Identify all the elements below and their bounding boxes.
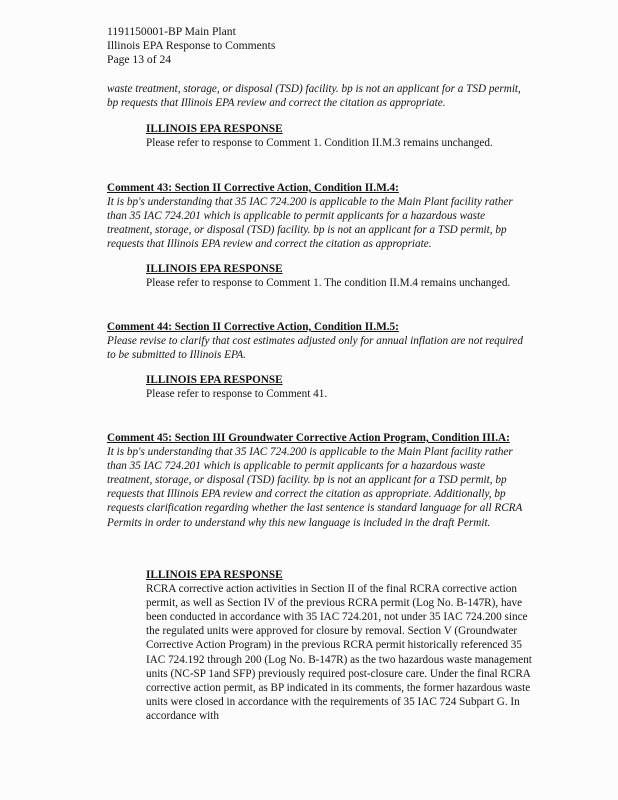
comment-44 (107, 320, 525, 362)
comment-heading: Comment 43: Section II Corrective Action, Condition II.M.4: (107, 182, 399, 194)
comment-45 (107, 431, 525, 530)
header-page-number: Page 13 of 24 (107, 53, 172, 66)
page-header (107, 25, 275, 67)
comment-heading: Comment 44: Section II Corrective Action, Condition II.M.5: (107, 321, 399, 333)
comment-body: Please revise to clarify that cost estimates adjusted only for annual inflation are not required to be submitted to Illinois EPA. (107, 335, 523, 362)
comment-heading: Comment 45: Section III Groundwater Corrective Action Program, Condition III.A: (107, 432, 510, 444)
response-body: Please refer to response to Comment 1. Condition II.M.3 remains unchanged. (146, 137, 493, 150)
response-body: RCRA corrective action activities in Section II of the final RCRA corrective action permit, as well as Section IV of the previous RCRA permit (Log No. B-147R), have been conducted in accordance with 35 IAC 724.201, not under 35 IAC 724.200 since the regulated units were approved for closure by removal. Section V (Groundwater Corrective Action Program) in the previous RCRA permit historically referenced 35 IAC 724.192 through 200 (Log No. B-147R) as the two hazardous waste management units (NC-SP 1and SFP) previously required post-closure care. Under the final RCRA corrective action permit, as BP indicated in its comments, the former hazardous waste units were closed in accordance with the requirements of 35 IAC 724 Subpart G. In accordance with (146, 583, 532, 722)
response-43 (146, 262, 534, 290)
response-body: Please refer to response to Comment 1. The condition II.M.4 remains unchanged. (146, 277, 511, 290)
response-body: Please refer to response to Comment 41. (146, 388, 328, 401)
response-heading: ILLINOIS EPA RESPONSE (146, 374, 283, 386)
comment-body: It is bp's understanding that 35 IAC 724.200 is applicable to the Main Plant facility rather than 35 IAC 724.201 which is applicable to permit applicants for a hazardous waste treatment, storage, or disposal (TSD) facility. bp is not an applicant for a TSD permit, bp requests that Illinois EPA review and correct the citation as appropriate. (107, 196, 513, 251)
comment-42-continuation: waste treatment, storage, or disposal (TSD) facility. bp is not an applicant for a TSD permit, bp requests that Illinois EPA review and correct the citation as appropriate. (107, 83, 521, 110)
response-heading: ILLINOIS EPA RESPONSE (146, 123, 283, 135)
response-45 (146, 568, 534, 723)
response-42 (146, 122, 534, 150)
comment-43 (107, 181, 525, 251)
header-facility-id: 1191150001-BP Main Plant (107, 25, 236, 38)
comment-body: It is bp's understanding that 35 IAC 724.200 is applicable to the Main Plant facility rather than 35 IAC 724.201 which is applicable to permit applicants for a hazardous waste treatment, storage, or disposal (TSD) facility. bp is not an applicant for a TSD permit, bp requests that Illinois EPA review and correct the citation as appropriate. Additionally, bp requests clarification regarding whether the last sentence is standard language for all RCRA Permits in order to understand why this new language is included in the draft Permit. (107, 446, 523, 529)
response-44 (146, 373, 534, 401)
response-heading: ILLINOIS EPA RESPONSE (146, 263, 283, 275)
header-document-title: Illinois EPA Response to Comments (107, 39, 276, 52)
response-heading: ILLINOIS EPA RESPONSE (146, 569, 283, 581)
